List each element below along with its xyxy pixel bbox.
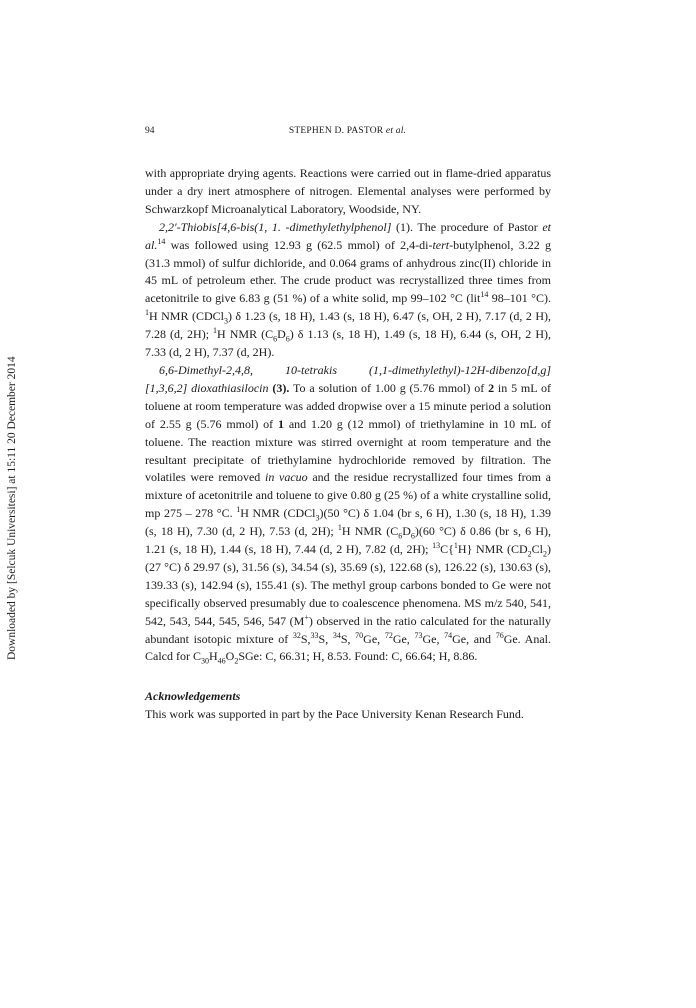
text-run: and the residue recrystallized four times from a mixture of acetonitrile and toluene to give 0.80 g (25 %) of a white crystalline solid, mp 275 – 278 °C. [145, 470, 551, 521]
text-run: Ge. Anal. Calcd for C [145, 631, 551, 664]
text-run: was followed using 12.93 g (62.5 mmol) of 2,4-di- [165, 237, 433, 252]
download-watermark [0, 0, 30, 1008]
text-run: Ge, [392, 631, 415, 646]
superscript: 1 [453, 541, 458, 551]
text-run: S, [300, 631, 311, 646]
superscript: 1 [213, 326, 218, 336]
text-run: Ge, and [452, 631, 496, 646]
isotope-superscript: 70 [355, 630, 364, 640]
isotope-superscript: 76 [495, 630, 504, 640]
isotope-superscript: 33 [310, 630, 319, 640]
superscript: 1 [236, 505, 241, 515]
text-run: tert [432, 237, 450, 252]
text-run: and 1.20 g (12 mmol) of triethylamine in 10 mL of toluene. The reaction mixture was stirred overnight at room temperature and the resultant precipitate of triethylamine hydrochloride removed by filtration. The volatiles were removed [145, 416, 551, 485]
text-run: SGe: C, 66.31; H, 8.53. Found: C, 66.64; H, 8.86. [238, 649, 478, 664]
text-run: The procedure of Pastor [413, 219, 543, 234]
compound-ref: 2 [488, 380, 495, 395]
compound-ref: 1 [277, 416, 284, 431]
text-run: H NMR (C [217, 327, 274, 342]
paragraph-compound-3 [145, 362, 551, 666]
subscript: 30 [201, 656, 209, 666]
running-head [145, 126, 550, 136]
text-run: )(60 °C) δ 0.86 (br s, 6 H), 1.21 (s, 18 H), 1.44 (s, 18 H), 7.44 (d, 2 H), 7.82 (d, 2H); [145, 524, 551, 557]
subscript: 3 [223, 316, 228, 326]
text-run: ) observed in the ratio calculated for the naturally abundant isotopic mixture of [145, 613, 551, 646]
text-run: To a solution of 1.00 g (5.76 mmol) of [289, 380, 489, 395]
text-run: in 5 mL of toluene at room temperature was added dropwise over a 15 minute period a solution of 2.55 g (5.76 mmol) of [145, 380, 551, 431]
text-run: Ge, [363, 631, 385, 646]
text-run: Ge, [422, 631, 445, 646]
text-run: et al. [145, 219, 552, 252]
superscript: + [304, 612, 309, 622]
text-run: S, [318, 631, 333, 646]
subscript: 46 [217, 656, 226, 666]
text-run: H NMR (CDCl [240, 506, 316, 521]
acknowledgements-heading: Acknowledgements [145, 689, 241, 704]
text-run: H NMR (C [341, 524, 399, 539]
isotope-superscript: 72 [384, 630, 393, 640]
isotope-superscript: 32 [292, 630, 301, 640]
paragraph-compound-1 [145, 219, 551, 362]
text-run: S, [340, 631, 356, 646]
isotope-superscript: 74 [444, 630, 453, 640]
superscript: 13 [432, 541, 441, 551]
subscript: 6 [273, 334, 278, 344]
subscript: 2 [543, 549, 547, 559]
text-run: 98–101 °C). [488, 291, 551, 306]
paragraph-experimental-general: with appropriate drying agents. Reactions were carried out in flame-dried apparatus under a dry inert atmosphere of nitrogen. Elemental analyses were performed by Schwarzkopf Microanalytical Laboratory, Woodside, NY. [145, 166, 551, 216]
text-run: H [209, 649, 218, 664]
text-run: ) δ 1.23 (s, 18 H), 1.43 (s, 18 H), 6.47 (s, OH, 2 H), 7.17 (d, 2 H), 7.28 (d, 2H); [145, 309, 552, 342]
compound-1-number: (1). [396, 219, 414, 234]
compound-3-number: (3). [272, 380, 290, 395]
superscript: 1 [145, 308, 149, 318]
running-head-author: STEPHEN D. PASTOR [288, 126, 384, 136]
body-text [145, 165, 551, 724]
reference-superscript: 14 [157, 236, 166, 246]
subscript: 3 [315, 513, 320, 523]
text-run: C{ [440, 542, 454, 557]
text-run: H} NMR (CD [457, 542, 528, 557]
isotope-superscript: 73 [414, 630, 423, 640]
page-header [145, 126, 550, 142]
subscript: 6 [410, 531, 415, 541]
superscript: 1 [337, 523, 342, 533]
text-run: D [277, 327, 286, 342]
download-notice: Downloaded by [Selcuk Universitesi] at 15:11 20 December 2014 [6, 356, 18, 660]
text-run: in vacuo [264, 470, 308, 485]
text-run: D [402, 524, 411, 539]
text-run: -butylphenol, 3.22 g (31.3 mmol) of sulfur dichloride, and 0.064 grams of anhydrous zinc(II) chloride in 45 mL of petroleum ether. The crude product was recrystallized three times from acetonitrile to give 6.83 g (51 %) of a white solid, mp 99–102 °C (lit [145, 237, 551, 306]
subscript: 6 [285, 334, 290, 344]
text-run: Cl [531, 542, 543, 557]
page-number: 94 [145, 126, 155, 136]
compound-1-name: 2,2′-Thiobis[4,6-bis(1, 1. -dimethylethylphenol] [159, 219, 392, 234]
running-head-etal: et al. [385, 126, 407, 136]
acknowledgements-text: This work was supported in part by the Pace University Kenan Research Fund. [145, 707, 524, 722]
reference-superscript: 14 [480, 290, 489, 300]
text-run: H NMR (CDCl [149, 309, 224, 324]
subscript: 2 [527, 549, 532, 559]
text-run: ) δ 1.13 (s, 18 H), 1.49 (s, 18 H), 6.44 (s, OH, 2 H), 7.33 (d, 2 H), 7.37 (d, 2H). [145, 327, 551, 360]
text-run: )(27 °C) δ 29.97 (s), 31.56 (s), 34.54 (s), 35.69 (s), 122.68 (s), 126.22 (s), 130.63 (s), 139.33 (s), 142.94 (s), 155.41 (s). The methyl group carbons bonded to Ge were not specifically observed presumably due to coalescence phenomena. MS m/z 540, 541, 542, 543, 544, 545, 546, 547 (M [145, 542, 551, 628]
text-run: )(50 °C) δ 1.04 (br s, 6 H), 1.30 (s, 18 H), 1.39 (s, 18 H), 7.30 (d, 2 H), 7.53 (d, 2H); [145, 506, 551, 539]
subscript: 2 [234, 656, 239, 666]
compound-3-name: 6,6-Dimethyl-2,4,8, 10-tetrakis (1,1-dimethylethyl)-12H-dibenzo[d,g][1,3,6,2] dioxathiasilocin [145, 362, 551, 395]
subscript: 6 [398, 531, 403, 541]
text-run: O [225, 649, 235, 664]
isotope-superscript: 34 [332, 630, 341, 640]
